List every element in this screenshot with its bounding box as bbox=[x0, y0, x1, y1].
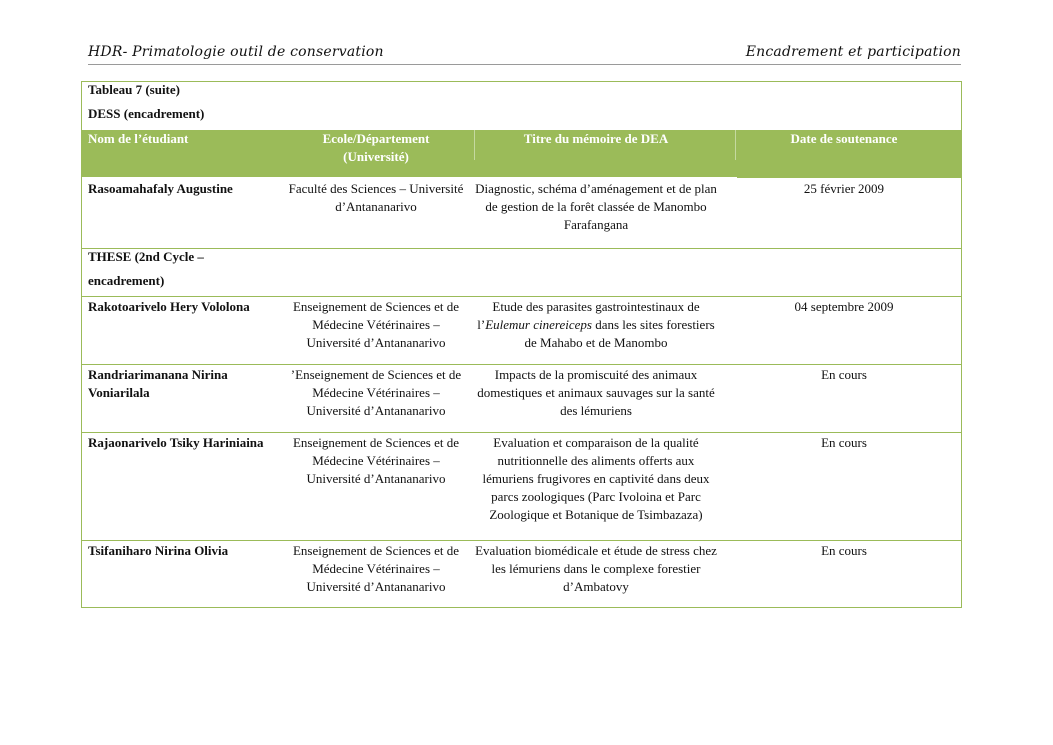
section-label-these-line1: THESE (2nd Cycle – bbox=[88, 249, 204, 264]
student-school: Enseignement de Sciences et de Médecine Vétérinaires – Université d’Antananarivo bbox=[292, 543, 460, 594]
table-row bbox=[82, 179, 961, 249]
column-header-date: Date de soutenance bbox=[790, 131, 898, 146]
defense-date: En cours bbox=[821, 435, 867, 450]
thesis-title: Evaluation biomédicale et étude de stress chez les lémuriens dans le complexe forestier d’Ambatovy bbox=[475, 543, 717, 594]
defense-date: 04 septembre 2009 bbox=[794, 299, 894, 314]
thesis-title: Evaluation et comparaison de la qualité nutritionnelle des aliments offerts aux lémuriens frugivores en captivité dans deux parcs zoologiques (Parc Ivoloina et Parc Zoologique et Botanique de Tsimbazaza) bbox=[482, 435, 710, 522]
section-label-dess: DESS (encadrement) bbox=[88, 106, 205, 121]
defense-date: En cours bbox=[821, 367, 867, 382]
thesis-title bbox=[474, 298, 718, 352]
running-header bbox=[88, 44, 961, 65]
student-name: Rasoamahafaly Augustine bbox=[88, 181, 233, 196]
supervision-table bbox=[81, 81, 962, 608]
student-school: ’Enseignement de Sciences et de Médecine Vétérinaires – Université d’Antananarivo bbox=[290, 367, 462, 418]
column-header-school: Ecole/Département (Université) bbox=[322, 131, 430, 164]
header-underline bbox=[82, 177, 737, 178]
species-name: Eulemur cinereiceps bbox=[485, 317, 592, 332]
section-label-these-line2: encadrement) bbox=[88, 273, 165, 288]
thesis-title: Diagnostic, schéma d’aménagement et de plan de gestion de la forêt classée de Manombo Farafangana bbox=[475, 181, 717, 232]
student-name: Tsifaniharo Nirina Olivia bbox=[88, 543, 229, 558]
student-name: Randriarimanana Nirina Voniarilala bbox=[88, 367, 228, 400]
table-header-row bbox=[82, 130, 961, 178]
student-name: Rakotoarivelo Hery Vololona bbox=[88, 299, 250, 314]
header-divider bbox=[474, 130, 475, 160]
defense-date: En cours bbox=[821, 543, 867, 558]
student-school: Faculté des Sciences – Université d’Antananarivo bbox=[288, 181, 464, 214]
table-row bbox=[82, 365, 961, 433]
student-school: Enseignement de Sciences et de Médecine Vétérinaires – Université d’Antananarivo bbox=[292, 435, 460, 486]
column-header-title: Titre du mémoire de DEA bbox=[523, 131, 669, 146]
thesis-title-start: Etude des parasites gastrointestinaux de l’ bbox=[477, 299, 700, 332]
header-right-title: Encadrement et participation bbox=[745, 44, 961, 60]
header-divider bbox=[735, 130, 736, 160]
thesis-title-end: dans les sites forestiers de Mahabo et de Manombo bbox=[524, 317, 715, 350]
table-row bbox=[82, 297, 961, 365]
header-left-title: HDR- Primatologie outil de conservation bbox=[88, 44, 384, 60]
section-row-these bbox=[82, 249, 961, 297]
column-header-name: Nom de l’étudiant bbox=[88, 131, 189, 146]
defense-date: 25 février 2009 bbox=[803, 181, 885, 196]
table-row bbox=[82, 433, 961, 541]
student-name: Rajaonarivelo Tsiky Hariniaina bbox=[88, 435, 264, 450]
student-school: Enseignement de Sciences et de Médecine Vétérinaires – Université d’Antananarivo bbox=[292, 299, 460, 350]
table-row bbox=[82, 541, 961, 607]
thesis-title: Impacts de la promiscuité des animaux domestiques et animaux sauvages sur la santé des lémuriens bbox=[477, 367, 715, 418]
table-caption: Tableau 7 (suite) bbox=[88, 82, 180, 97]
